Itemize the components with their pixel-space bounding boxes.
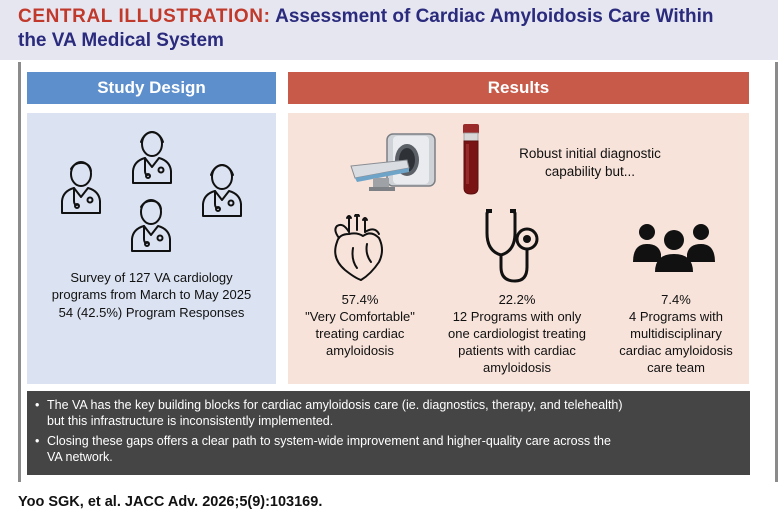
scanner-icon	[349, 130, 441, 192]
stethoscope-icon	[483, 207, 545, 287]
results-heading: Results	[288, 72, 749, 104]
stat-3-value: 7.4%	[661, 292, 691, 307]
diagnostic-line1: Robust initial diagnostic	[519, 146, 661, 161]
header-title-line1: Assessment of Cardiac Amyloidosis Care Within	[275, 6, 714, 27]
summary-box	[27, 391, 750, 475]
diagnostic-line2: capability but...	[544, 164, 636, 179]
team-icon	[633, 222, 715, 272]
stat-2-value: 22.2%	[498, 292, 536, 307]
stat-1-line1: "Very Comfortable"	[305, 309, 415, 324]
summary-bullet-1-line2: but this infrastructure is inconsistently implemented.	[47, 413, 334, 428]
stat-2-line1: 12 Programs with only	[452, 309, 582, 324]
header-line-1	[18, 5, 766, 29]
summary-bullet-1	[35, 398, 740, 429]
study-design-heading: Study Design	[27, 72, 276, 104]
summary-bullet-1-line1: • The VA has the key building blocks for cardiac amyloidosis care (ie. diagnostics, therapy, and telehealth)	[47, 398, 623, 412]
heart-icon	[327, 214, 389, 282]
header-title-line2: the VA Medical System	[18, 30, 224, 51]
doctor-icon-top	[128, 127, 176, 185]
stat-2-line3: patients with cardiac	[458, 343, 576, 358]
doctor-icon-right	[198, 160, 246, 218]
stat-3-line2: multidisciplinary	[630, 326, 722, 341]
summary-bullet-2-line2: VA network.	[47, 449, 113, 464]
stat-3-line3: cardiac amyloidosis	[619, 343, 733, 358]
citation: Yoo SGK, et al. JACC Adv. 2026;5(9):103169.	[18, 494, 323, 510]
stat-3-line4: care team	[647, 360, 705, 375]
stat-2-line4: amyloidosis	[483, 360, 551, 375]
doctor-icon-bottom	[127, 195, 175, 253]
stat-1-line3: amyloidosis	[326, 343, 394, 358]
doctor-icon-left	[57, 157, 105, 215]
stat-1-value: 57.4%	[341, 292, 379, 307]
responses-text: 54 (42.5%) Program Responses	[58, 305, 245, 320]
header-tag: CENTRAL ILLUSTRATION:	[18, 6, 271, 27]
summary-bullet-2	[35, 434, 740, 465]
summary-bullet-2-line1: • Closing these gaps offers a clear path to system-wide improvement and higher-quality care across the	[47, 434, 611, 448]
survey-line2: programs from March to May 2025	[51, 287, 252, 302]
survey-line1: Survey of 127 VA cardiology	[70, 270, 233, 285]
header-banner	[0, 0, 778, 60]
stat-2-line2: one cardiologist treating	[447, 326, 587, 341]
stat-1-line2: treating cardiac	[315, 326, 405, 341]
stat-3-line1: 4 Programs with	[629, 309, 723, 324]
blood-tube-icon	[460, 124, 482, 196]
